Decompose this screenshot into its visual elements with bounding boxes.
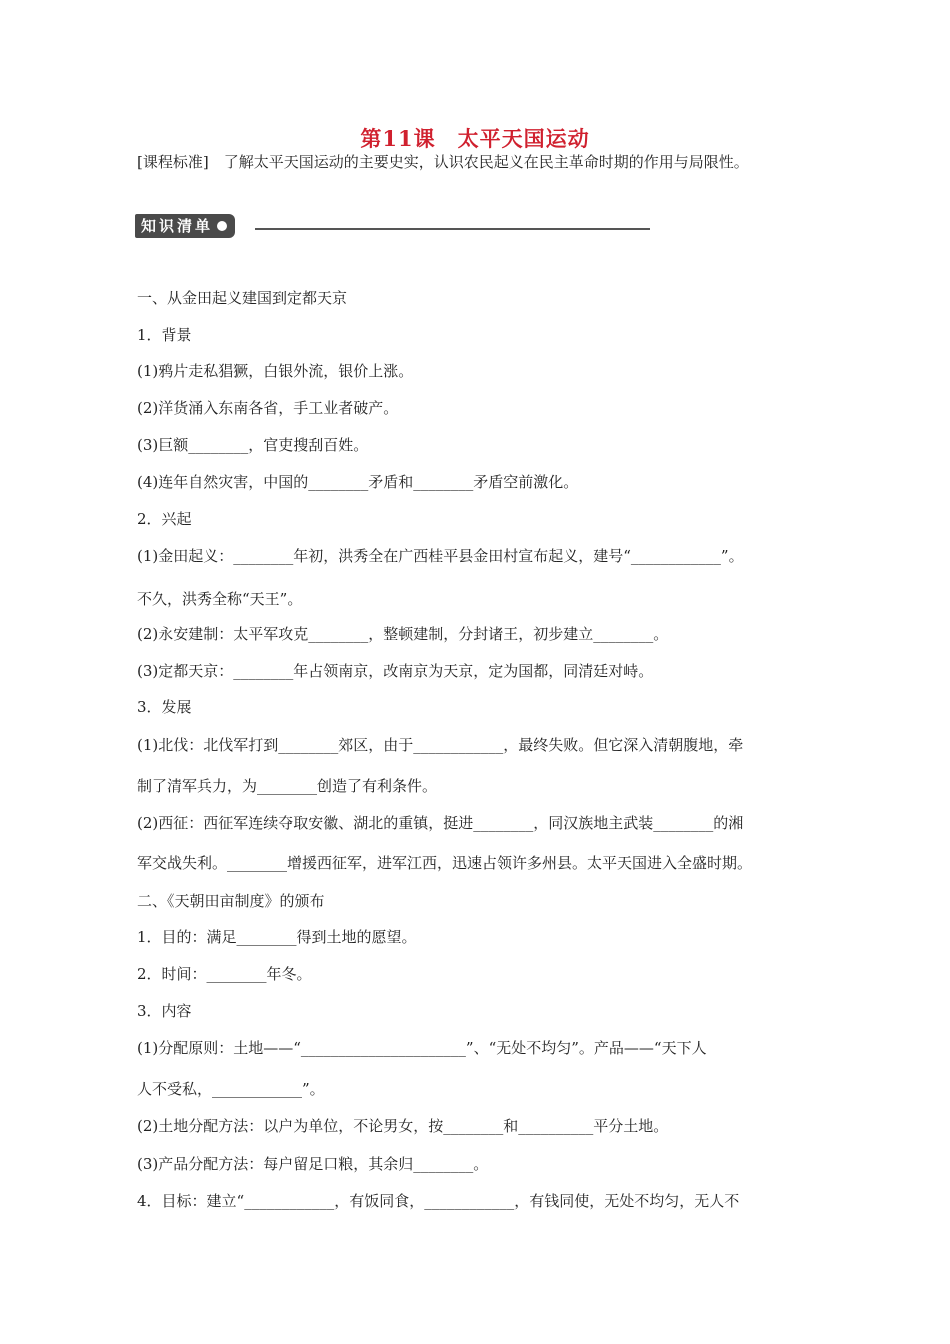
- text-line: (2)土地分配方法：以户为单位，不论男女，按________和__________平分土地。: [137, 1117, 669, 1135]
- text-line: (4)连年自然灾害，中国的________矛盾和________矛盾空前激化。: [137, 473, 579, 491]
- text-line: (2)永安建制：太平军攻克________，整顿建制，分封诸王，初步建立________。: [137, 625, 669, 643]
- text-line: 人不受私，____________”。: [137, 1080, 325, 1098]
- text-line: (3)产品分配方法：每户留足口粮，其余归________。: [137, 1155, 489, 1173]
- text-line: 1．目的：满足________得到土地的愿望。: [137, 928, 417, 946]
- text-line: (2)洋货涌入东南各省，手工业者破产。: [137, 399, 399, 417]
- text-line: 不久，洪秀全称“天王”。: [137, 590, 303, 608]
- section-heading-2: 二、《天朝田亩制度》的颁布: [137, 892, 325, 910]
- subheading-content: 3．内容: [137, 1002, 192, 1020]
- text-line: (1)北伐：北伐军打到________郊区，由于____________，最终失败。但它深入清朝腹地，牵: [137, 736, 744, 754]
- bullet-dot-icon: [217, 221, 227, 231]
- text-line: (3)巨额________，官吏搜刮百姓。: [137, 436, 369, 454]
- lesson-title: 第11课 太平天国运动: [360, 126, 590, 151]
- text-line: (2)西征：西征军连续夺取安徽、湖北的重镇，挺进________，同汉族地主武装________的湘: [137, 814, 744, 832]
- text-line: (1)金田起义：________年初，洪秀全在广西桂平县金田村宣布起义，建号“____________”。: [137, 547, 744, 565]
- text-line: 军交战失利。________增援西征军，进军江西，迅速占领许多州县。太平天国进入全盛时期。: [137, 854, 753, 872]
- banner-label: 知识清单: [141, 217, 214, 235]
- subheading-development: 3．发展: [137, 698, 192, 716]
- subheading-background: 1．背景: [137, 326, 192, 344]
- text-line: (1)鸦片走私猖獗，白银外流，银价上涨。: [137, 362, 414, 380]
- text-line: 制了清军兵力，为________创造了有利条件。: [137, 777, 438, 795]
- curriculum-standard: [课程标准] 了解太平天国运动的主要史实，认识农民起义在民主革命时期的作用与局限性。: [137, 153, 749, 171]
- text-line: (3)定都天京：________年占领南京，改南京为天京，定为国都，同清廷对峙。: [137, 662, 654, 680]
- text-line: (1)分配原则：土地——“______________________”、“无处不均匀”。产品——“天下人: [137, 1039, 707, 1057]
- banner-rule: [255, 228, 650, 230]
- banner-label-box: [135, 214, 235, 238]
- subheading-rise: 2．兴起: [137, 510, 192, 528]
- section-banner: [135, 214, 235, 238]
- text-line: 4．目标：建立“____________，有饭同食，____________，有钱同使，无处不均匀，无人不: [137, 1192, 740, 1210]
- text-line: 2．时间：________年冬。: [137, 965, 312, 983]
- section-heading-1: 一、从金田起义建国到定都天京: [137, 289, 348, 307]
